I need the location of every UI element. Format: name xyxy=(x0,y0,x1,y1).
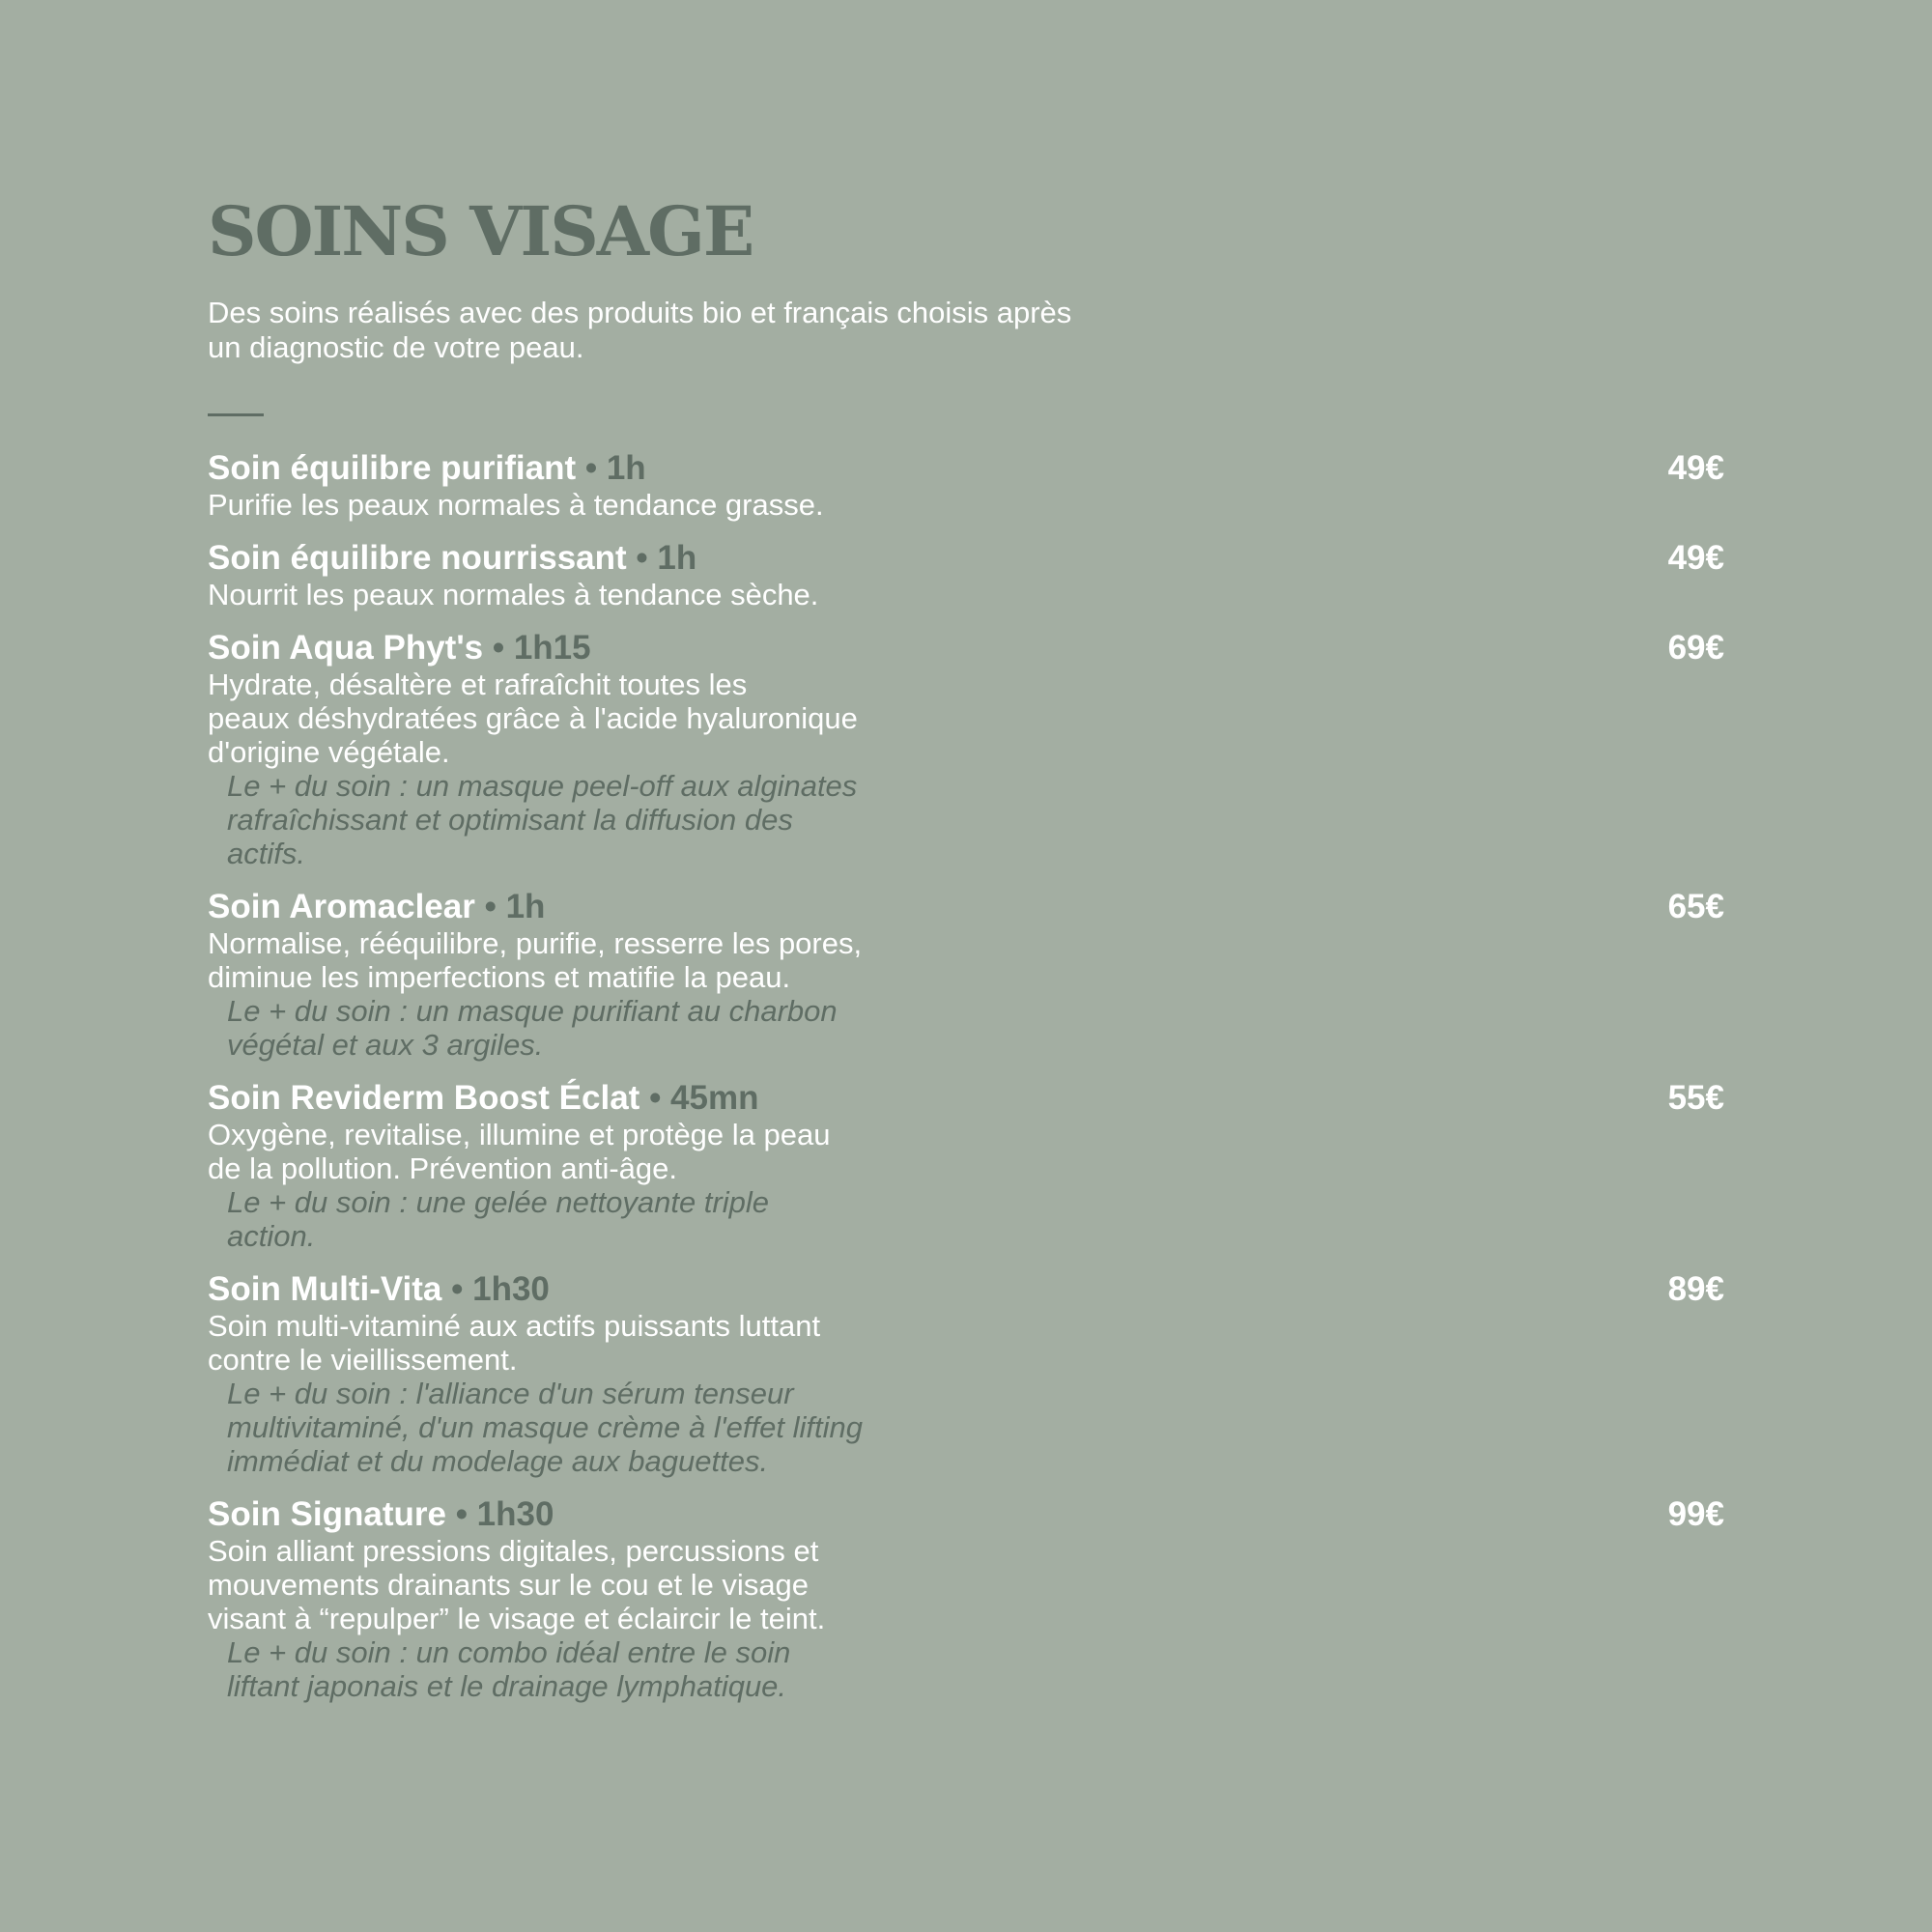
divider xyxy=(208,413,264,416)
service-duration: • 1h xyxy=(636,539,697,577)
service-extra-note: Le + du soin : un combo idéal entre le soin liftant japonais et le drainage lymphatique. xyxy=(227,1635,791,1703)
service-duration: • 1h30 xyxy=(451,1270,550,1308)
price-list-page xyxy=(208,193,1724,1720)
service-item xyxy=(208,449,1724,522)
service-heading xyxy=(208,1079,1512,1118)
service-price: 69€ xyxy=(1667,629,1724,667)
service-name: Soin Multi-Vita xyxy=(208,1270,442,1308)
service-price: 89€ xyxy=(1667,1270,1724,1308)
service-extra-note: Le + du soin : un masque purifiant au charbon végétal et aux 3 argiles. xyxy=(227,994,838,1062)
service-description: Soin alliant pressions digitales, percussions et mouvements drainants sur le cou et le visage visant à “repulper” le visage et éclaircir le teint. xyxy=(208,1534,826,1635)
service-name: Soin équilibre nourrissant xyxy=(208,539,627,577)
service-heading xyxy=(208,539,1512,578)
page-title: SOINS VISAGE xyxy=(208,191,753,271)
service-duration: • 1h30 xyxy=(455,1495,554,1533)
intro-text: Des soins réalisés avec des produits bio et français choisis après un diagnostic de votre peau. xyxy=(208,296,1072,364)
service-item xyxy=(208,1079,1724,1253)
service-extra-note: Le + du soin : un masque peel-off aux alginates rafraîchissant et optimisant la diffusion des actifs. xyxy=(227,769,858,870)
service-extra-note: Le + du soin : une gelée nettoyante triple action. xyxy=(227,1185,769,1253)
service-description: Nourrit les peaux normales à tendance sèche. xyxy=(208,578,819,611)
service-price: 55€ xyxy=(1667,1079,1724,1117)
service-duration: • 1h xyxy=(584,449,646,487)
service-item xyxy=(208,629,1724,870)
service-description: Purifie les peaux normales à tendance grasse. xyxy=(208,488,824,522)
service-name: Soin équilibre purifiant xyxy=(208,449,577,487)
service-description: Hydrate, désaltère et rafraîchit toutes les peaux déshydratées grâce à l'acide hyaluronique d'origine végétale. xyxy=(208,668,858,769)
service-price: 49€ xyxy=(1667,449,1724,487)
service-heading xyxy=(208,1270,1512,1309)
service-extra-note: Le + du soin : l'alliance d'un sérum tenseur multivitaminé, d'un masque crème à l'effet lifting immédiat et du modelage aux baguettes. xyxy=(227,1377,863,1478)
service-item xyxy=(208,1495,1724,1703)
service-description: Soin multi-vitaminé aux actifs puissants luttant contre le vieillissement. xyxy=(208,1309,821,1377)
service-name: Soin Signature xyxy=(208,1495,446,1533)
service-price: 49€ xyxy=(1667,539,1724,577)
service-price: 99€ xyxy=(1667,1495,1724,1533)
service-heading xyxy=(208,1495,1512,1534)
service-price: 65€ xyxy=(1667,888,1724,925)
service-description: Normalise, rééquilibre, purifie, resserre les pores, diminue les imperfections et matifie la peau. xyxy=(208,926,863,994)
service-heading xyxy=(208,888,1512,926)
service-name: Soin Aqua Phyt's xyxy=(208,629,484,667)
service-item xyxy=(208,888,1724,1062)
service-name: Soin Reviderm Boost Éclat xyxy=(208,1079,640,1117)
services-list xyxy=(208,449,1724,1703)
service-heading xyxy=(208,449,1512,488)
service-duration: • 1h xyxy=(484,888,546,925)
service-duration: • 45mn xyxy=(649,1079,759,1117)
service-heading xyxy=(208,629,1512,668)
service-item xyxy=(208,539,1724,611)
service-item xyxy=(208,1270,1724,1478)
service-name: Soin Aromaclear xyxy=(208,888,475,925)
service-duration: • 1h15 xyxy=(492,629,591,667)
service-description: Oxygène, revitalise, illumine et protège la peau de la pollution. Prévention anti-âge. xyxy=(208,1118,831,1185)
